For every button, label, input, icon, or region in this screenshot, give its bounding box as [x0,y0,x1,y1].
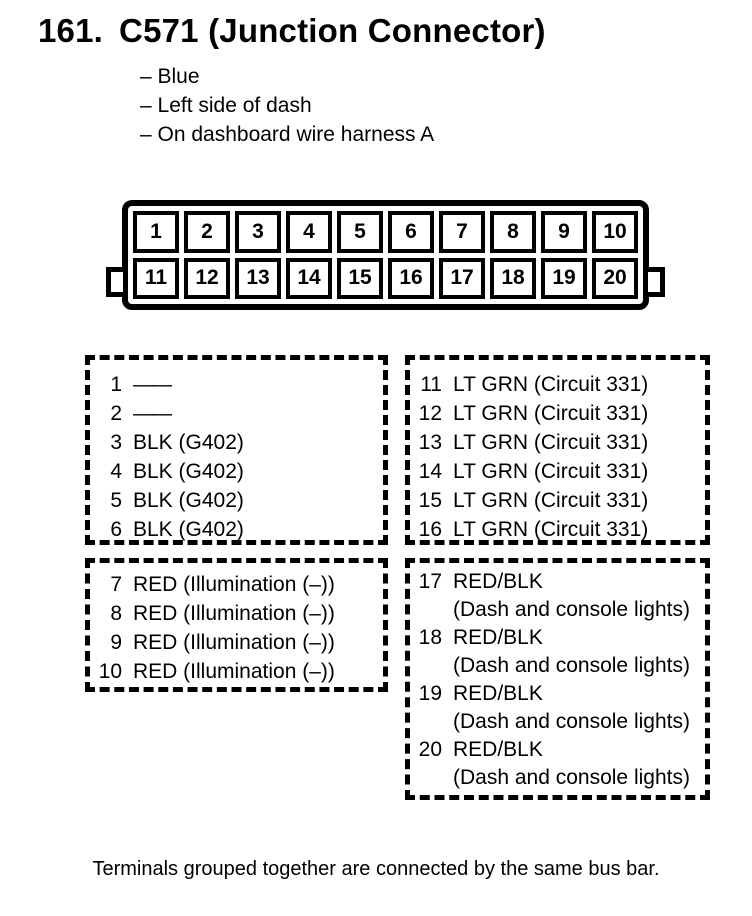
pin-cell-9: 9 [541,211,587,253]
pin-wire-label: RED (Illumination (–)) [133,660,335,683]
pin-wire-sublabel: (Dash and console lights) [453,766,690,789]
pin-cell-20: 20 [592,258,638,300]
pin-number: 5 [110,489,122,512]
pin-number: 16 [418,518,442,541]
pin-wire-label: LT GRN (Circuit 331) [453,489,649,512]
connector-tab-left [106,267,123,297]
pin-row [98,399,383,428]
pin-wire-label: BLK (G402) [133,518,244,541]
pin-row [98,599,383,628]
pin-row [418,428,705,457]
pin-number: 12 [418,402,442,425]
pin-wire-sublabel: (Dash and console lights) [453,654,690,677]
pin-cell-13: 13 [235,258,281,300]
pin-wire-label: RED/BLK [453,570,543,593]
pin-row [98,570,383,599]
pin-wire-label: RED (Illumination (–)) [133,573,335,596]
pin-wire-label: RED/BLK [453,626,543,649]
pin-row [98,428,383,457]
pin-wire-label: LT GRN (Circuit 331) [453,431,649,454]
pin-row [98,370,383,399]
connector-title: C571 (Junction Connector) [119,12,546,49]
pin-number: 19 [418,682,442,705]
pin-number: 17 [418,570,442,593]
pin-row [418,568,705,624]
pin-cell-17: 17 [439,258,485,300]
pin-group-7-10 [85,558,388,692]
pin-number: 10 [98,660,122,683]
pin-row [418,736,705,792]
pin-row [98,628,383,657]
pin-wire-label-group [453,680,690,736]
pin-cell-4: 4 [286,211,332,253]
detail-harness: – On dashboard wire harness A [140,123,435,146]
pin-number: 6 [110,518,122,541]
pin-grid [133,211,638,299]
section-number: 161. [38,12,104,49]
pin-group-17-20 [405,558,710,800]
pin-wire-label: —— [133,373,169,396]
pin-wire-label: RED/BLK [453,682,543,705]
pin-number: 7 [110,573,122,596]
pin-wire-label: LT GRN (Circuit 331) [453,518,649,541]
pin-row [418,680,705,736]
pin-cell-11: 11 [133,258,179,300]
pin-row [418,370,705,399]
pin-wire-label: LT GRN (Circuit 331) [453,460,649,483]
pin-row [418,457,705,486]
pin-cell-15: 15 [337,258,383,300]
connector-tab-right [648,267,665,297]
pin-row [418,515,705,544]
pin-row [98,515,383,544]
pin-number: 2 [110,402,122,425]
pin-cell-8: 8 [490,211,536,253]
pin-row [98,657,383,686]
pin-wire-label: LT GRN (Circuit 331) [453,373,649,396]
pin-cell-2: 2 [184,211,230,253]
pin-wire-label: RED (Illumination (–)) [133,602,335,625]
pin-cell-19: 19 [541,258,587,300]
pin-wire-label: BLK (G402) [133,489,244,512]
page-title [38,12,546,50]
pin-wire-label-group [453,736,690,792]
pin-number: 20 [418,738,442,761]
pin-cell-7: 7 [439,211,485,253]
pin-row [418,486,705,515]
pin-number: 14 [418,460,442,483]
footer-note: Terminals grouped together are connected by the same bus bar. [92,858,660,880]
pin-cell-16: 16 [388,258,434,300]
pin-wire-sublabel: (Dash and console lights) [453,710,690,733]
pin-cell-6: 6 [388,211,434,253]
pin-row [418,399,705,428]
pin-cell-18: 18 [490,258,536,300]
pin-number: 15 [418,489,442,512]
pin-wire-label-group [453,624,690,680]
connector-diagram [122,200,649,310]
pin-wire-label: LT GRN (Circuit 331) [453,402,649,425]
pin-group-1-6 [85,355,388,545]
pin-row [98,486,383,515]
pin-cell-10: 10 [592,211,638,253]
pin-number: 3 [110,431,122,454]
connector-details [140,62,434,149]
pin-row [418,624,705,680]
pin-cell-12: 12 [184,258,230,300]
pin-wire-label: RED (Illumination (–)) [133,631,335,654]
pin-number: 4 [110,460,122,483]
pin-number: 13 [418,431,442,454]
pin-cell-3: 3 [235,211,281,253]
pin-number: 18 [418,626,442,649]
pin-cell-1: 1 [133,211,179,253]
detail-location: – Left side of dash [140,94,312,117]
pin-wire-label: RED/BLK [453,738,543,761]
pin-number: 11 [420,373,442,396]
pin-wire-sublabel: (Dash and console lights) [453,598,690,621]
pin-number: 1 [110,373,122,396]
pin-wire-label: —— [133,402,169,425]
pin-wire-label-group [453,568,690,624]
pin-cell-5: 5 [337,211,383,253]
pin-row [98,457,383,486]
pin-group-11-16 [405,355,710,545]
detail-color: – Blue [140,65,200,88]
pin-number: 9 [110,631,122,654]
pin-number: 8 [110,602,122,625]
pin-wire-label: BLK (G402) [133,460,244,483]
pin-wire-label: BLK (G402) [133,431,244,454]
pin-cell-14: 14 [286,258,332,300]
